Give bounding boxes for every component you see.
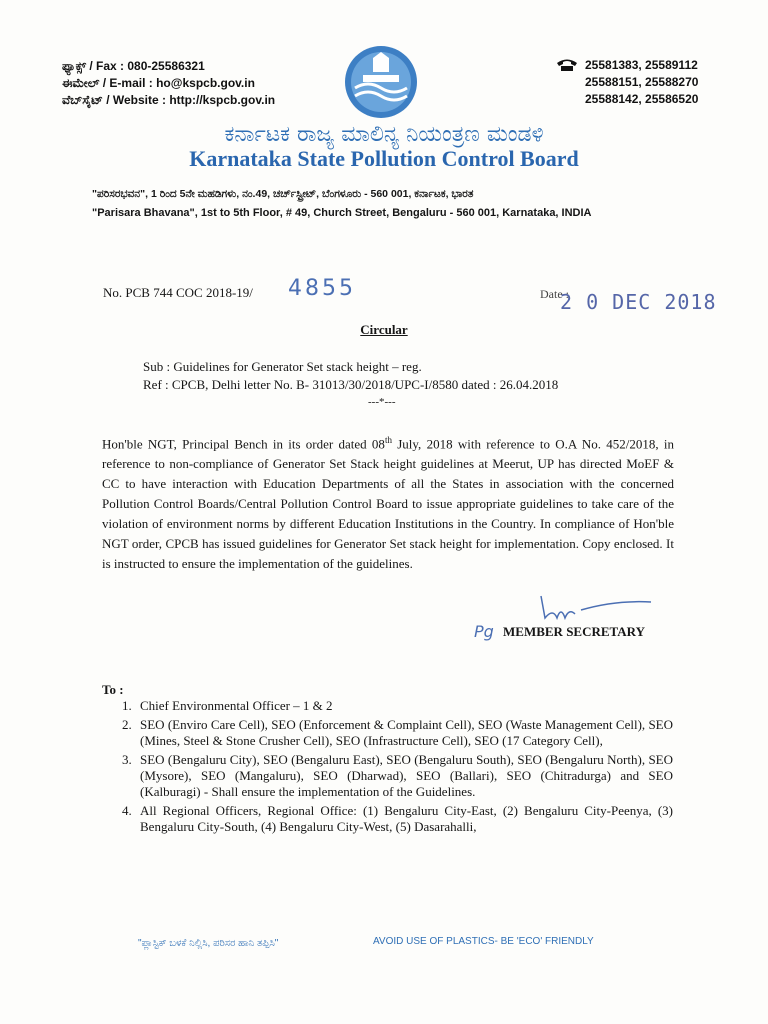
reference-line: Ref : CPCB, Delhi letter No. B- 31013/30/2018/UPC-I/8580 dated : 26.04.2018 <box>143 377 559 392</box>
list-item-text: Chief Environmental Officer – 1 & 2 <box>140 698 333 713</box>
footer-english: AVOID USE OF PLASTICS- BE 'ECO' FRIENDLY <box>373 936 594 947</box>
body-superscript: th <box>384 435 392 445</box>
address-english: "Parisara Bhavana", 1st to 5th Floor, # 49, Church Street, Bengaluru - 560 001, Karnataka, INDIA <box>92 207 592 219</box>
list-item-number: 3. <box>122 752 132 767</box>
website-line: ವೆಬ್‌ಸೈಟ್ / Website : http://kspcb.gov.in <box>62 93 276 107</box>
org-name-kannada: ಕರ್ನಾಟಕ ರಾಜ್ಯ ಮಾಲಿನ್ಯ ನಿಯಂತ್ರಣ ಮಂಡಳಿ <box>224 122 544 147</box>
list-item-text: SEO (Enviro Care Cell), SEO (Enforcement & Complaint Cell), SEO (Waste Management Cell), SEO (Mines, Steel & Stone Crusher Cell), SEO (Infrastructure Cell), SEO (17 Category Cell), <box>140 717 673 748</box>
phone-icon <box>555 58 579 77</box>
phone-line: 25588142, 25586520 <box>585 92 699 106</box>
body-text-rest: July, 2018 with reference to O.A No. 452/2018, in reference to non-compliance of Generator Set Stack height guidelines at Meerut, UP has directed MoEF & CC to have interaction with Education Departments of all the States in association with the concerned Pollution Control Boards/Central Pollution Control Board to issue appropriate guidelines to take care of the violation of environment norms by different Education Institutions in the Country. In compliance of Hon'ble NGT order, CPCB has issued guidelines for Generator Set stack height for implementation. Copy enclosed. It is instructed to ensure the implementation of the guidelines. <box>102 436 674 572</box>
recipient-list <box>122 698 673 838</box>
separator: ---*--- <box>368 396 396 408</box>
phone-line: 25581383, 25589112 <box>585 58 698 72</box>
date-label: Date : <box>540 287 569 301</box>
signature-scribble <box>535 588 655 629</box>
signatory-title: MEMBER SECRETARY <box>503 624 645 639</box>
list-item-text: All Regional Officers, Regional Office: (1) Bengaluru City-East, (2) Bengaluru City-Peenya, (3) Bengaluru City-South, (4) Bengaluru City-West, (5) Dasarahalli, <box>140 803 673 834</box>
contact-block <box>62 58 275 109</box>
list-item <box>122 752 673 800</box>
list-item-number: 2. <box>122 717 132 732</box>
email-line: ಈಮೇಲ್ / E-mail : ho@kspcb.gov.in <box>62 76 255 90</box>
list-item <box>122 803 673 835</box>
subject-line: Sub : Guidelines for Generator Set stack height – reg. <box>143 359 422 374</box>
list-item-number: 1. <box>122 698 132 713</box>
kspcb-logo <box>343 44 419 120</box>
reference-number <box>103 285 253 301</box>
body-paragraph <box>102 430 674 574</box>
org-name-english: Karnataka State Pollution Control Board <box>189 146 579 171</box>
address-kannada: "ಪರಿಸರಭವನ", 1 ರಿಂದ 5ನೇ ಮಹಡಿಗಳು, ನಂ.49, ಚರ್ಚ್‌ಸ್ಟ್ರೀಟ್, ಬೆಂಗಳೂರು - 560 001, ಕರ್ನಾಟಕ, ಭಾರತ <box>92 188 474 200</box>
list-item-text: SEO (Bengaluru City), SEO (Bengaluru East), SEO (Bengaluru South), SEO (Bengaluru North), SEO (Mysore), SEO (Mangaluru), SEO (Dharwad), SEO (Ballari), SEO (Chitradurga) and SEO (Kalburagi) - Shall ensure the implementation of the Guidelines. <box>140 752 673 799</box>
list-item-number: 4. <box>122 803 132 818</box>
body-text-start: Hon'ble NGT, Principal Bench in its order dated 08 <box>102 436 385 452</box>
to-label: To : <box>102 682 124 697</box>
list-item <box>122 698 673 714</box>
fax-line: ಫ್ಯಾಕ್ಸ್ / Fax : 080-25586321 <box>62 59 205 73</box>
handwritten-number: 4855 <box>288 276 356 301</box>
circular-heading: Circular <box>360 322 408 337</box>
phone-line: 25588151, 25588270 <box>585 75 699 89</box>
date-stamp: 2 0 DEC 2018 <box>560 290 717 314</box>
phone-numbers <box>585 57 698 108</box>
signatory-prefix: Pg <box>474 622 494 641</box>
footer-kannada: "ಪ್ಲಾಸ್ಟಿಕ್ ಬಳಕೆ ನಿಲ್ಲಿಸಿ, ಪರಿಸರ ಹಾನಿ ತಪ್ಪಿಸಿ" <box>138 938 279 949</box>
list-item <box>122 717 673 749</box>
reference-number-text: No. PCB 744 COC 2018-19/ <box>103 285 253 300</box>
